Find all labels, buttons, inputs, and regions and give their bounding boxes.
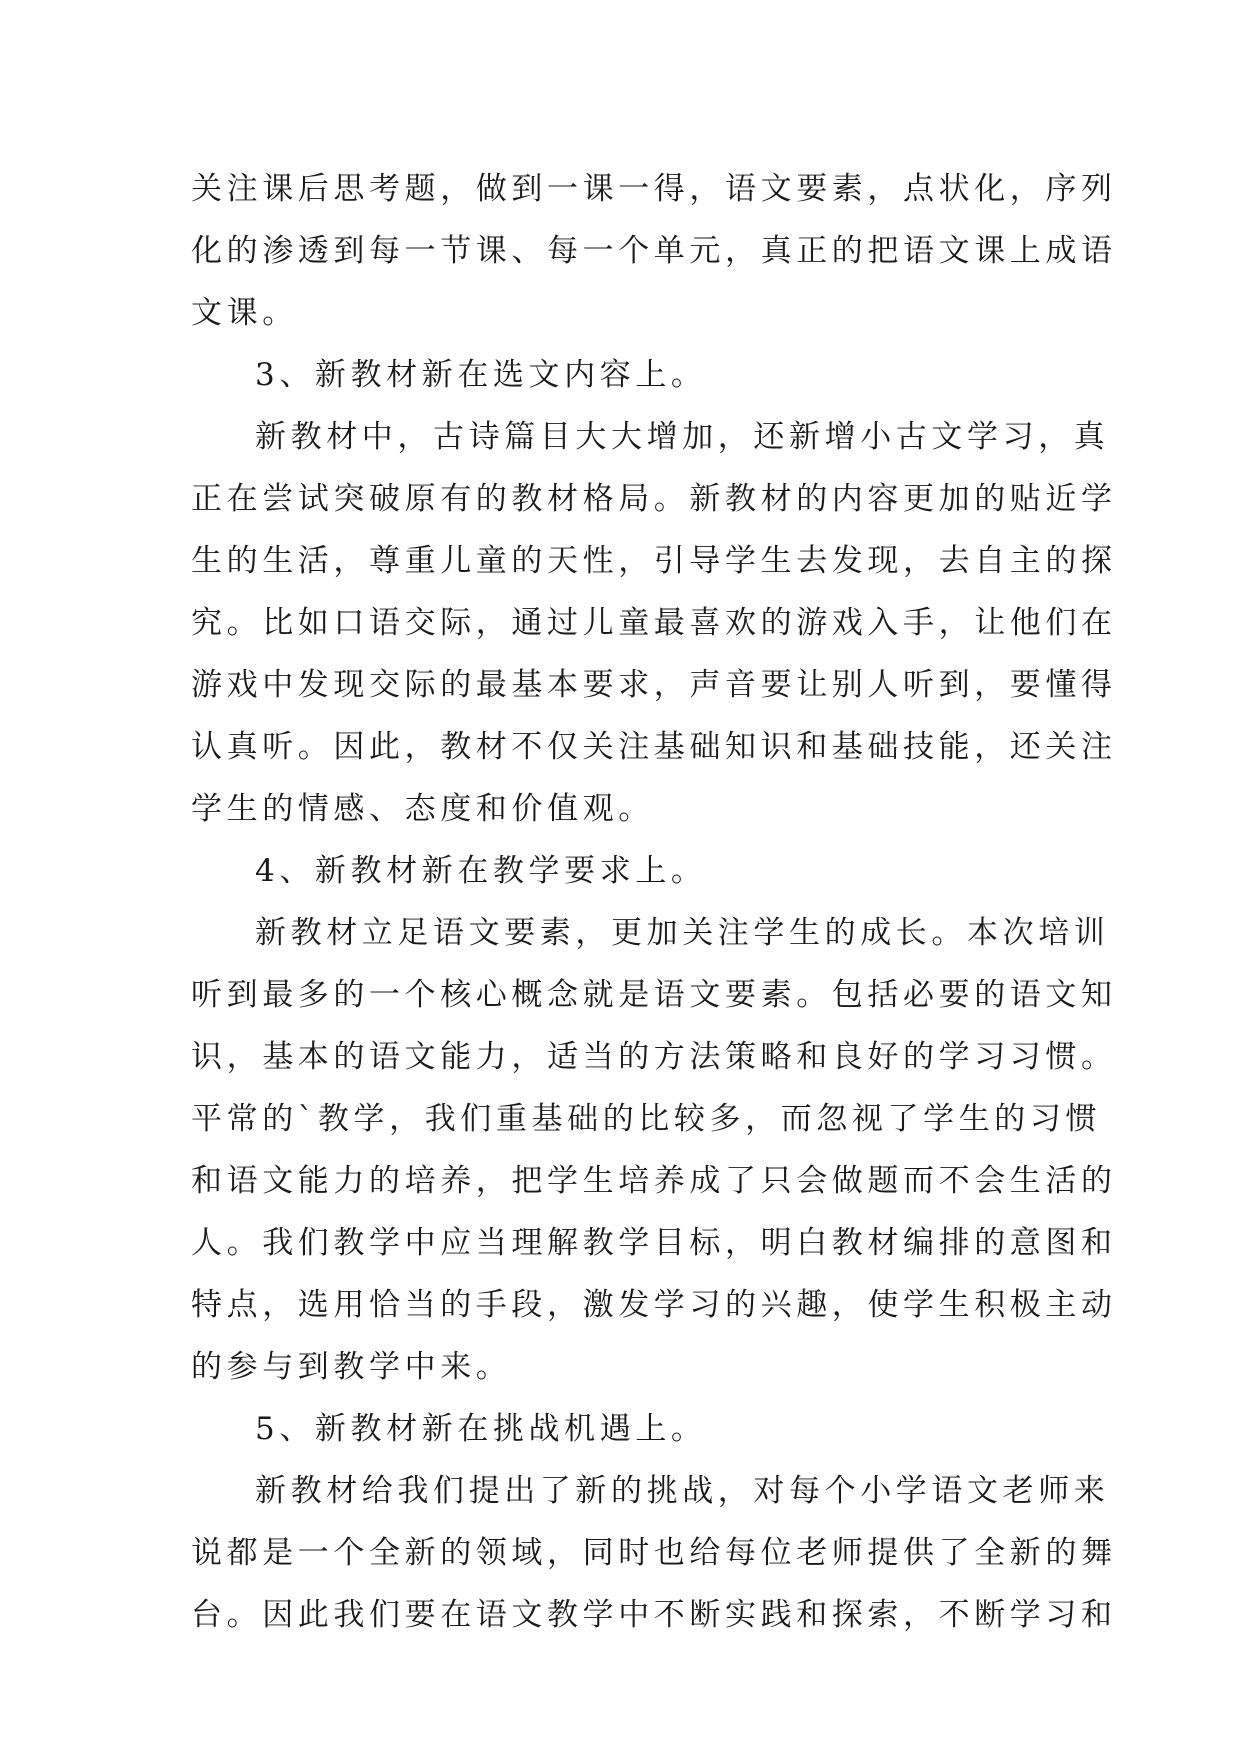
text-line: 特点，选用恰当的手段，激发学习的兴趣，使学生积极主动 bbox=[191, 1287, 1117, 1323]
text-line: 人。我们教学中应当理解教学目标，明白教材编排的意图和 bbox=[191, 1225, 1117, 1261]
text-line: 识，基本的语文能力，适当的方法策略和良好的学习习惯。 bbox=[191, 1039, 1117, 1075]
text-line: 学生的情感、态度和价值观。 bbox=[191, 791, 654, 827]
body-text bbox=[191, 158, 1117, 1646]
text-line: 关注课后思考题，做到一课一得，语文要素，点状化，序列 bbox=[191, 171, 1117, 207]
text-line: 听到最多的一个核心概念就是语文要素。包括必要的语文知 bbox=[191, 977, 1117, 1013]
text-line: 说都是一个全新的领域，同时也给每位老师提供了全新的舞 bbox=[191, 1535, 1117, 1571]
section-heading: 4、新教材新在教学要求上。 bbox=[255, 853, 707, 889]
text-line: 究。比如口语交际，通过儿童最喜欢的游戏入手，让他们在 bbox=[191, 605, 1117, 641]
text-line: 认真听。因此，教材不仅关注基础知识和基础技能，还关注 bbox=[191, 729, 1117, 765]
text-line: 平常的`教学，我们重基础的比较多，而忽视了学生的习惯 bbox=[191, 1101, 1102, 1137]
text-line: 化的渗透到每一节课、每一个单元，真正的把语文课上成语 bbox=[191, 233, 1117, 269]
text-line: 游戏中发现交际的最基本要求，声音要让别人听到，要懂得 bbox=[191, 667, 1117, 703]
text-line: 正在尝试突破原有的教材格局。新教材的内容更加的贴近学 bbox=[191, 481, 1117, 517]
text-line: 新教材立足语文要素，更加关注学生的成长。本次培训 bbox=[255, 915, 1110, 951]
section-heading: 5、新教材新在挑战机遇上。 bbox=[255, 1411, 707, 1447]
text-line: 新教材中，古诗篇目大大增加，还新增小古文学习，真 bbox=[255, 419, 1110, 455]
text-line: 台。因此我们要在语文教学中不断实践和探索，不断学习和 bbox=[191, 1597, 1117, 1633]
text-line: 和语文能力的培养，把学生培养成了只会做题而不会生活的 bbox=[191, 1163, 1117, 1199]
text-line: 生的生活，尊重儿童的天性，引导学生去发现，去自主的探 bbox=[191, 543, 1117, 579]
text-line: 的参与到教学中来。 bbox=[191, 1349, 512, 1385]
section-heading: 3、新教材新在选文内容上。 bbox=[255, 357, 707, 393]
text-line: 新教材给我们提出了新的挑战，对每个小学语文老师来 bbox=[255, 1473, 1110, 1509]
text-line: 文课。 bbox=[191, 295, 298, 331]
